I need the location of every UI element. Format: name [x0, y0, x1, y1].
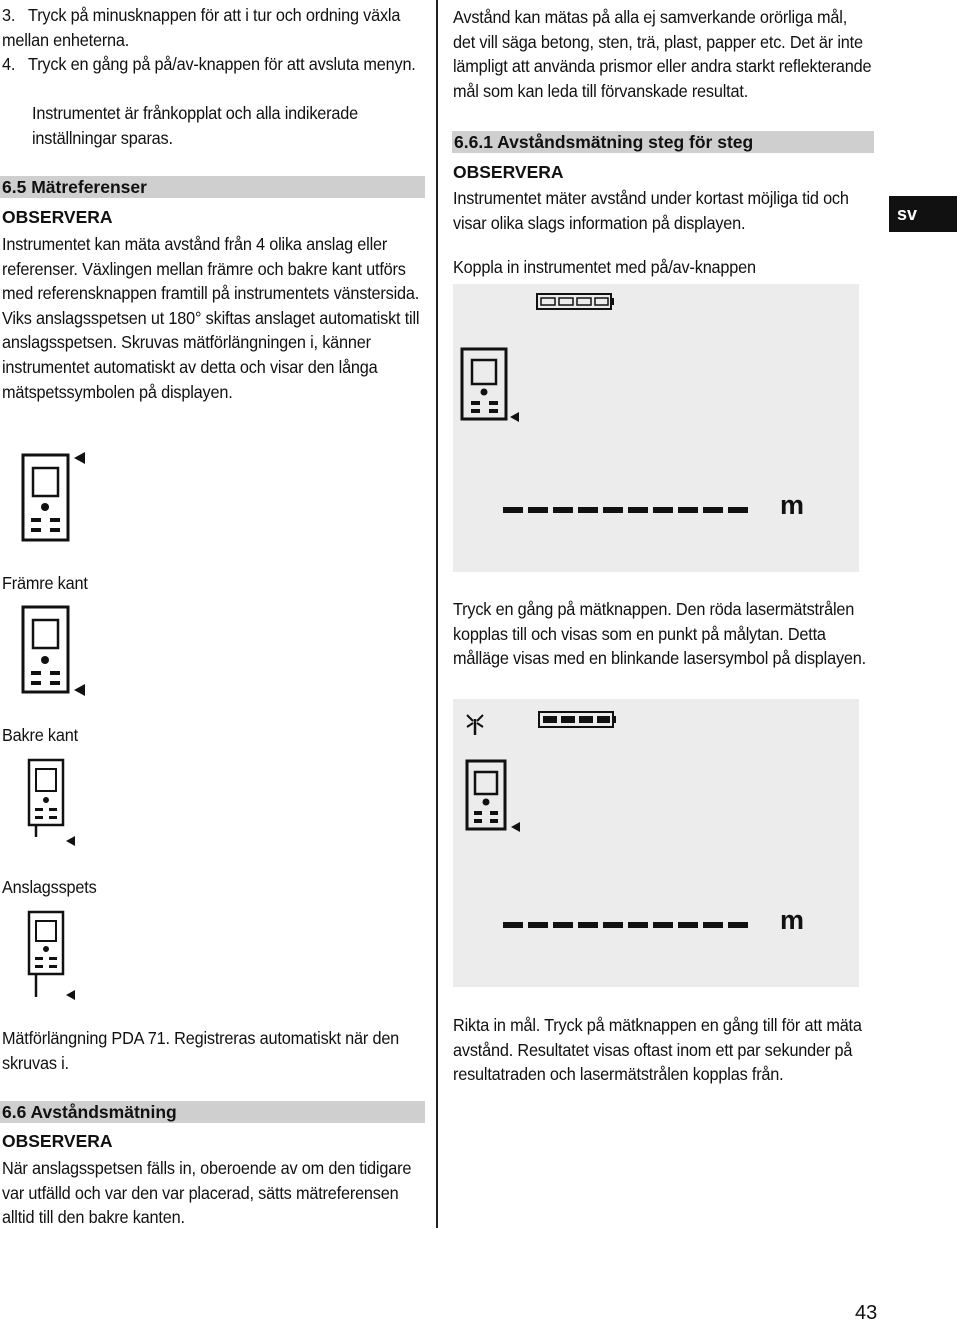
column-divider — [436, 0, 438, 1228]
display-panel-power-on — [453, 284, 859, 572]
step-3-text: Tryck på minusknappen för att i tur och ordning växla mellan enheterna. — [2, 5, 401, 50]
caption-end-piece: Anslagsspets — [2, 877, 97, 897]
step-4-number: 4. — [2, 54, 16, 74]
distance-placeholder-dashes-2 — [503, 919, 753, 931]
step-3 — [2, 3, 425, 52]
caption-front-edge: Främre kant — [2, 573, 88, 593]
unit-label-2: m — [780, 905, 805, 935]
caption-back-edge: Bakre kant — [2, 725, 78, 745]
device-reference-icon-2 — [465, 759, 530, 834]
battery-icon — [536, 293, 616, 311]
section-6-6-title: 6.6 Avståndsmätning — [0, 1101, 425, 1123]
step-measure: Tryck en gång på mätknappen. Den röda lasermätstrålen kopplas till och visas som en punkt på målytan. Detta målläge visas med en blinkande lasersymbol på displayen. — [453, 599, 866, 669]
front-edge-device-icon — [20, 450, 90, 545]
display-panel-target-mode — [453, 699, 859, 987]
page-number: 43 — [855, 1302, 878, 1324]
section-6-6-1-note: Instrumentet mäter avstånd under kortast möjliga tid och visar olika slags information på displayen. — [453, 188, 849, 233]
back-edge-device-icon — [20, 604, 90, 699]
laser-blinking-icon — [463, 711, 487, 737]
step-4-text: Tryck en gång på på/av-knappen för att avsluta menyn. — [28, 54, 416, 74]
section-6-6-note-label: OBSERVERA — [2, 1131, 113, 1151]
measuring-extension-device-icon — [26, 909, 86, 1004]
section-6-6-1-note-label: OBSERVERA — [453, 162, 564, 182]
step-4 — [2, 52, 425, 77]
section-6-5-body: Instrumentet kan mäta avstånd från 4 olika anslag eller referenser. Växlingen mellan främre och bakre kant utförs med referensknappen framtill på instrumentets vänstersida. Viks anslagsspetsen ut 180° skiftas anslaget automatiskt till anslagsspetsen. Skruvas mätförlängningen i, känner instrumentet automatiskt av detta och visar den långa mätspetssymbolen på displayen. — [2, 234, 420, 402]
step-3-number: 3. — [2, 5, 16, 25]
section-6-5-title: 6.5 Mätreferenser — [0, 176, 425, 198]
section-6-6-1-title: 6.6.1 Avståndsmätning steg för steg — [452, 131, 874, 153]
section-6-5-note-label: OBSERVERA — [2, 207, 113, 227]
unit-label: m — [780, 490, 805, 520]
step-result: Rikta in mål. Tryck på mätknappen en gång till för att mäta avstånd. Resultatet visas oftast inom ett par sekunder på resultatraden och lasermätstrålen kopplas från. — [453, 1015, 862, 1085]
intro-text: Avstånd kan mätas på alla ej samverkande orörliga mål, det vill säga betong, sten, trä, plast, papper etc. Det är inte lämpligt att använda prismor eller andra starkt reflekterande mål som kan leda till förvanskade resultat. — [453, 7, 872, 101]
caption-measuring-extension: Mätförlängning PDA 71. Registreras automatiskt när den skruvas i. — [2, 1028, 400, 1073]
battery-full-icon — [538, 711, 620, 729]
distance-placeholder-dashes — [503, 504, 753, 516]
step-4-note: Instrumentet är frånkopplat och alla indikerade inställningar sparas. — [32, 103, 358, 148]
language-tab: sv — [889, 196, 957, 232]
step-power-on: Koppla in instrumentet med på/av-knappen — [453, 257, 756, 277]
end-piece-device-icon — [26, 757, 86, 847]
device-reference-icon — [460, 347, 525, 422]
section-6-6-body: När anslagsspetsen fälls in, oberoende av om den tidigare var utfälld och var den var placerad, sätts mätreferensen alltid till den bakre kanten. — [2, 1158, 412, 1228]
